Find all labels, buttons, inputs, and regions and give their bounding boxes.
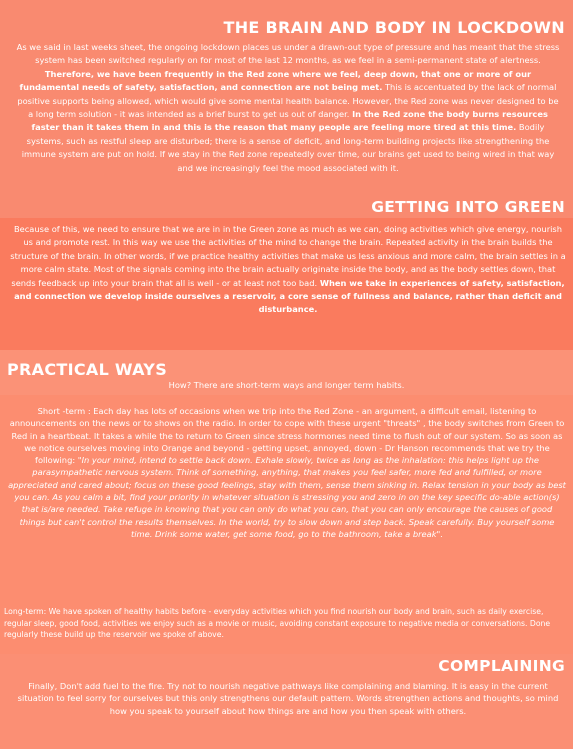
lockdown-text-2: This is accentuated by the lack of normal positive supports being allowed, which would give some mental health balance. However, the Red zone was never designed to be a long term solution - it was intended as a brief burst to get us out of danger. bbox=[17, 82, 559, 120]
lockdown-text-1: As we said in last weeks sheet, the ongoing lockdown places us under a drawn-out type of pressure and has meant that the stress system has been switched regularly on for most of the last 12 months, as we feel in a semi-permanent state of alertness. bbox=[16, 42, 560, 66]
green-text-1: Because of this, we need to ensure that we are in in the Green zone as much as we can, doing activities which give energy, nourish us and promote rest. In this way we use the activities of the mind to change the brain. Repeated activity in the brain builds the structure of the brain. In other words, if we practice healthy activities that make us less anxious and more calm, the brain settles in a more calm state. Most of the signals coming into the brain actually originate inside the body, and as the body settles down, that sends feedback up into your brain that all is well - or at least not too bad. bbox=[10, 224, 566, 288]
lockdown-text-3: Bodily systems, such as restful sleep are disturbed; there is a sense of deficit, and long-term building projects like strengthening the immune system are put on hold. If we stay in the Red zone repeatedly over time, our brains get used to being wired in that way and we increasingly feel the mood associated with it. bbox=[21, 122, 555, 173]
long-term-paragraph: Long-term: We have spoken of healthy habits before - everyday activities which you find nourish our body and brain, such as daily exercise, regular sleep, good food, activities we enjoy such as a movie or music, avoiding constant exposure to negative media or conversations. Done regularly these build up the reservoir we spoke of above. bbox=[4, 607, 551, 640]
complaining-heading: COMPLAINING bbox=[438, 657, 565, 675]
lockdown-paragraph bbox=[14, 41, 562, 175]
short-term-quote: "In your mind, intend to settle back down. Exhale slowly, twice as long as the inhalation: this helps light up the parasympathetic nervous system. Think of something, anything, that makes you feel safer, more fed and fulfilled, or more appreciated and cared about; focus on these good feelings, stay with them, sense them sinking in. Relax tension in your body as best you can. As you calm a bit, find your priority in whatever situation is stressing you and zero in on the key specific do-able action(s) that is/are needed. Take refuge in knowing that you can only do what you can, that you can only encourage the causes of good things but can't control the results themselves. In the world, try to slow down and step back. Speak carefully. Buy yourself some time. Drink some water, get some food, go to the bathroom, take a break". bbox=[8, 455, 566, 539]
lockdown-bold-1: Therefore, we have been frequently in the Red zone where we feel, deep down, that one or more of our fundamental needs of safety, satisfaction, and connection are not being met. bbox=[19, 68, 532, 93]
complaining-paragraph: Finally, Don't add fuel to the fire. Try not to nourish negative pathways like complaining and blaming. It is easy in the current situation to feel sorry for ourselves but this only strengthens our default pattern. Words strengthen actions and thoughts, so mind how you speak to yourself about how things are and how you then speak with others. bbox=[17, 681, 559, 716]
green-paragraph bbox=[10, 223, 566, 317]
practical-intro: How? There are short-term ways and longer term habits. bbox=[168, 380, 405, 390]
practical-heading: PRACTICAL WAYS bbox=[7, 360, 168, 379]
green-bold-1: When we take in experiences of safety, satisfaction, and connection we develop inside ourselves a reservoir, a core sense of fullness and balance, rather than deficit and disturbance. bbox=[14, 277, 565, 315]
lockdown-heading: THE BRAIN AND BODY IN LOCKDOWN bbox=[223, 18, 565, 37]
short-term-paragraph bbox=[8, 405, 566, 540]
lockdown-bold-2: In the Red zone the body burns resources faster than it takes them in and this is the reason that many people are feeling more tired at this time. bbox=[31, 109, 548, 133]
short-term-text: Short -term : Each day has lots of occasions when we trip into the Red Zone - an argument, a difficult email, listening to announcements on the news or to shows on the radio. In order to cope with these urgent "threats" , the body switches from Green to Red in a heartbeat. It takes a while the to return to Green since stress hormones need time to flush out of our system. So as soon as we notice ourselves moving into Orange and beyond - getting upset, annoyed, down - Dr Hanson recommends that we try the following: bbox=[9, 406, 565, 466]
green-heading: GETTING INTO GREEN bbox=[371, 198, 565, 216]
